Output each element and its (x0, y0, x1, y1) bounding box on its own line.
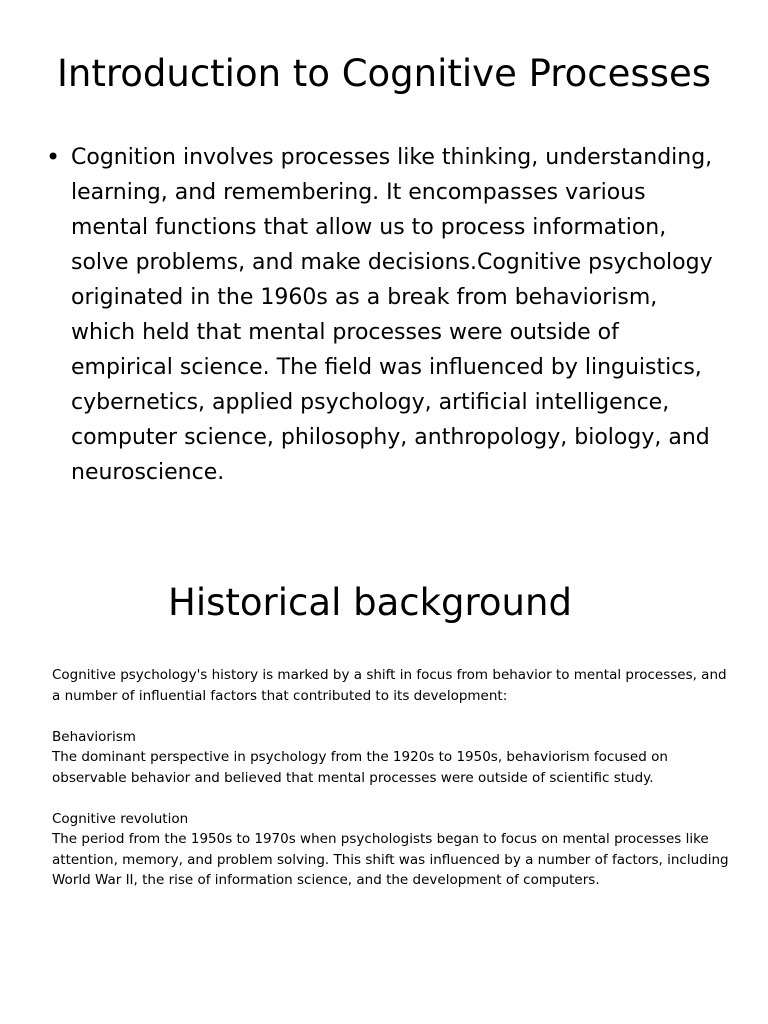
bullet-icon: • (46, 143, 61, 171)
page-title: Introduction to Cognitive Processes (56, 52, 712, 95)
intro-paragraph: Cognitive psychology's history is marked by a shift in focus from behavior to mental processes, and a number of influential factors that contributed to its development: (52, 667, 727, 704)
spacer (52, 788, 732, 809)
bullet-item (46, 140, 726, 490)
bullet-text: Cognition involves processes like thinking, understanding, learning, and remembering. It encompasses various mental functions that allow us to process information, solve problems, and make decisions.Cognitive psychology originated in the 1960s as a break from behaviorism, which held that mental processes were outside of empirical science. The field was influenced by linguistics, cybernetics, applied psychology, artificial intelligence, computer science, philosophy, anthropology, biology, and neuroscience. (71, 145, 713, 485)
behaviorism-paragraph: The dominant perspective in psychology from the 1920s to 1950s, behaviorism focused on observable behavior and believed that mental processes were outside of scientific study. (52, 749, 668, 786)
cognitive-revolution-paragraph: The period from the 1950s to 1970s when psychologists began to focus on mental processes like attention, memory, and problem solving. This shift was influenced by a number of factors, including World War II, the rise of information science, and the development of computers. (52, 831, 729, 888)
behaviorism-heading: Behaviorism (52, 728, 136, 745)
spacer (52, 706, 732, 727)
body-text (52, 665, 732, 891)
cognitive-revolution-heading: Cognitive revolution (52, 810, 189, 827)
section-title: Historical background (168, 581, 572, 624)
